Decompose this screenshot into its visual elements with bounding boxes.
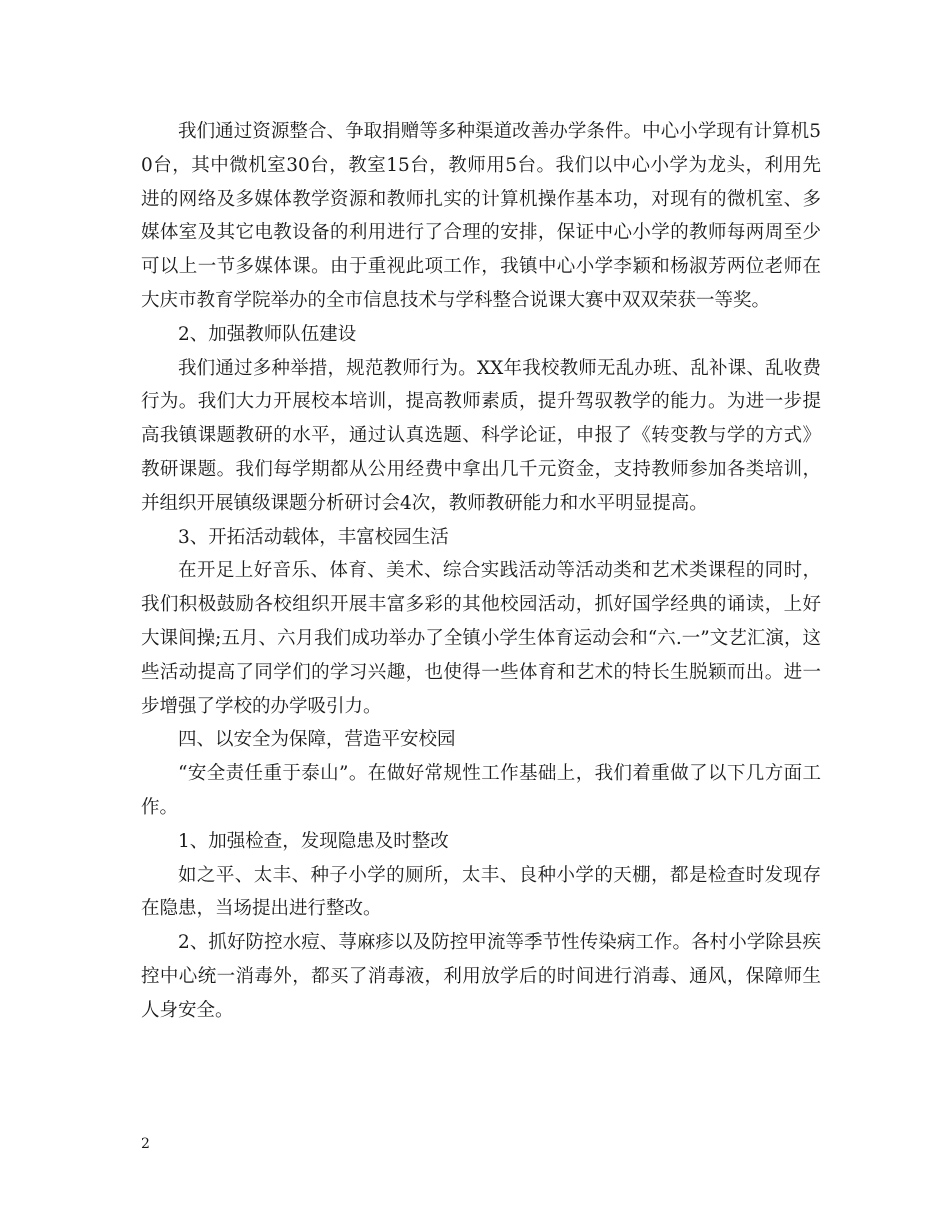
- paragraph-teacher-conduct: 我们通过多种举措，规范教师行为。XX年我校教师无乱办班、乱补课、乱收费行为。我们大力开展校本培训，提高教师素质，提升驾驭教学的能力。为进一步提高我镇课题教研的水平，通过认真选题、科学论证，申报了《转变教与学的方式》教研课题。我们每学期都从公用经费中拿出几千元资金，支持教师参加各类培训，并组织开展镇级课题分析研讨会4次，教师教研能力和水平明显提高。: [141, 357, 821, 514]
- heading-safety: 四、以安全为保障，营造平安校园: [178, 729, 456, 751]
- paragraph-campus-activities: 在开足上好音乐、体育、美术、综合实践活动等活动类和艺术类课程的同时，我们积极鼓励各校组织开展丰富多彩的其他校园活动，抓好国学经典的诵读，上好大课间操;五月、六月我们成功举办了全镇小学生体育运动会和“六.一”文艺汇演，这些活动提高了同学们的学习兴趣，也使得一些体育和艺术的特长生脱颖而出。进一步增强了学校的办学吸引力。: [141, 560, 821, 717]
- paragraph-disease-prevention: 2、抓好防控水痘、荨麻疹以及防控甲流等季节性传染病工作。各村小学除县疾控中心统一消毒外，都买了消毒液，利用放学后的时间进行消毒、通风，保障师生人身安全。: [141, 932, 821, 1021]
- paragraph-resource-integration: 我们通过资源整合、争取捐赠等多种渠道改善办学条件。中心小学现有计算机50台，其中微机室30台，教室15台，教师用5台。我们以中心小学为龙头，利用先进的网络及多媒体教学资源和教师扎实的计算机操作基本功，对现有的微机室、多媒体室及其它电教设备的利用进行了合理的安排，保证中心小学的教师每两周至少可以上一节多媒体课。由于重视此项工作，我镇中心小学李颖和杨淑芳两位老师在大庆市教育学院举办的全市信息技术与学科整合说课大赛中双双荣获一等奖。: [141, 121, 821, 311]
- paragraph-inspection: 如之平、太丰、种子小学的厕所，太丰、良种小学的天棚，都是检查时发现存在隐患，当场提出进行整改。: [141, 864, 821, 920]
- page-number: 2: [141, 1136, 150, 1152]
- heading-inspection: 1、加强检查，发现隐患及时整改: [178, 830, 449, 852]
- paragraph-safety-intro: “安全责任重于泰山”。在做好常规性工作基础上，我们着重做了以下几方面工作。: [141, 763, 821, 818]
- document-body: [141, 115, 821, 1028]
- heading-campus-activities: 3、开拓活动载体，丰富校园生活: [178, 526, 449, 548]
- heading-teacher-team-building: 2、加强教师队伍建设: [178, 323, 357, 345]
